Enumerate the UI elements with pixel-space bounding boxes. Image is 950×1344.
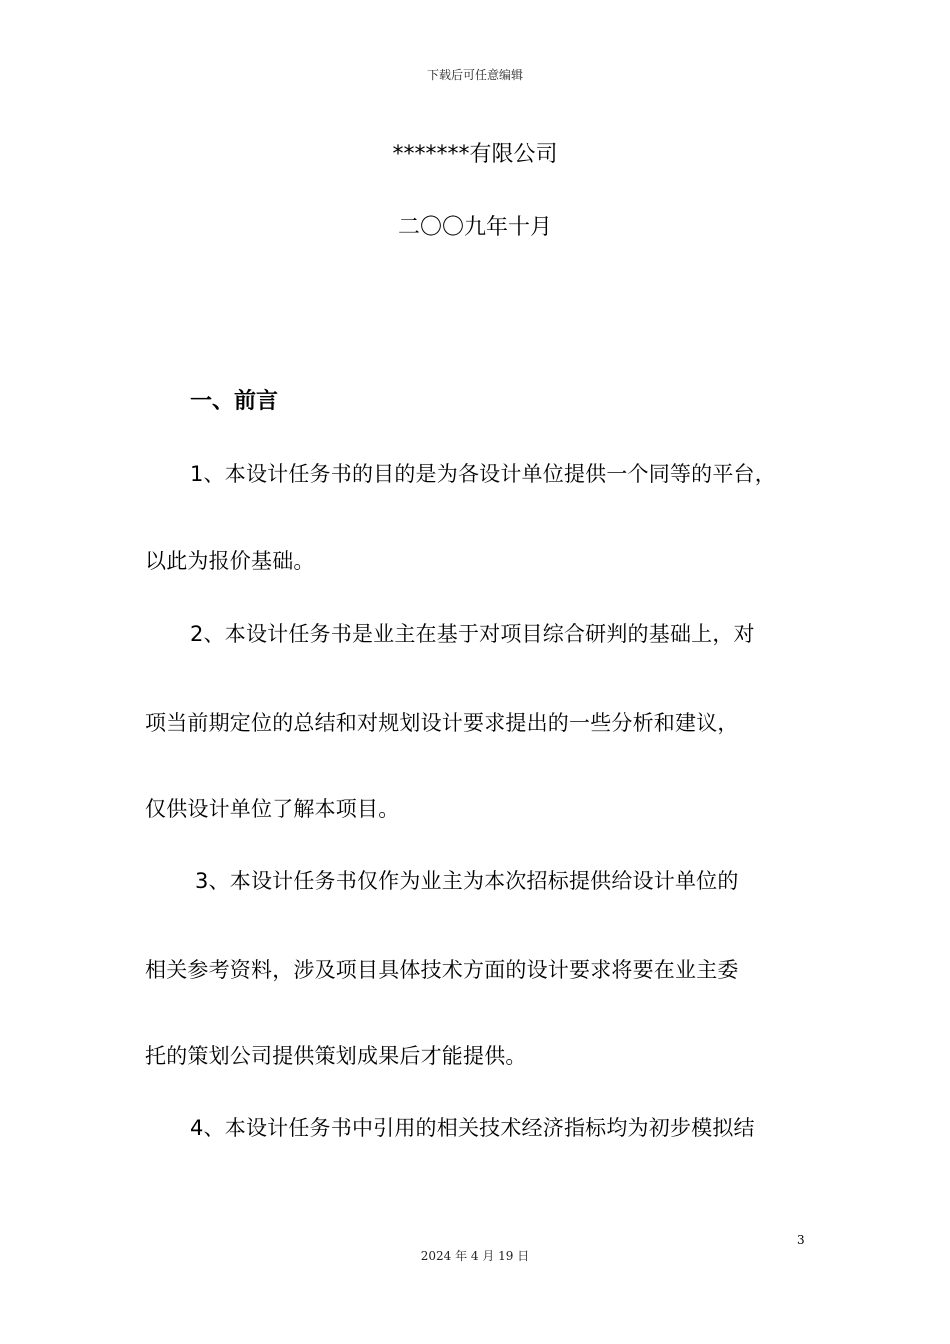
paragraph-line: 2、本设计任务书是业主在基于对项目综合研判的基础上，对 <box>190 622 755 646</box>
paragraph-line: 4、本设计任务书中引用的相关技术经济指标均为初步模拟结 <box>190 1116 755 1140</box>
paragraph-line: 以此为报价基础。 <box>145 549 315 573</box>
paragraph-line: 相关参考资料，涉及项目具体技术方面的设计要求将要在业主委 <box>145 958 739 982</box>
page-number: 3 <box>797 1233 805 1247</box>
document-date: 二〇〇九年十月 <box>397 215 552 240</box>
paragraph-line: 1、本设计任务书的目的是为各设计单位提供一个同等的平台， <box>190 462 776 486</box>
footer-date: 2024 年 4 月 19 日 <box>420 1249 530 1263</box>
page-header-note: 下载后可任意编辑 <box>426 68 523 82</box>
section-heading: 一、前言 <box>190 389 279 414</box>
paragraph-line: 项当前期定位的总结和对规划设计要求提出的一些分析和建议， <box>145 711 739 735</box>
paragraph-line: 仅供设计单位了解本项目。 <box>145 797 400 821</box>
paragraph-line: 3、本设计任务书仅作为业主为本次招标提供给设计单位的 <box>195 869 739 893</box>
paragraph-line: 托的策划公司提供策划成果后才能提供。 <box>145 1044 527 1068</box>
company-name: *******有限公司 <box>392 142 558 167</box>
